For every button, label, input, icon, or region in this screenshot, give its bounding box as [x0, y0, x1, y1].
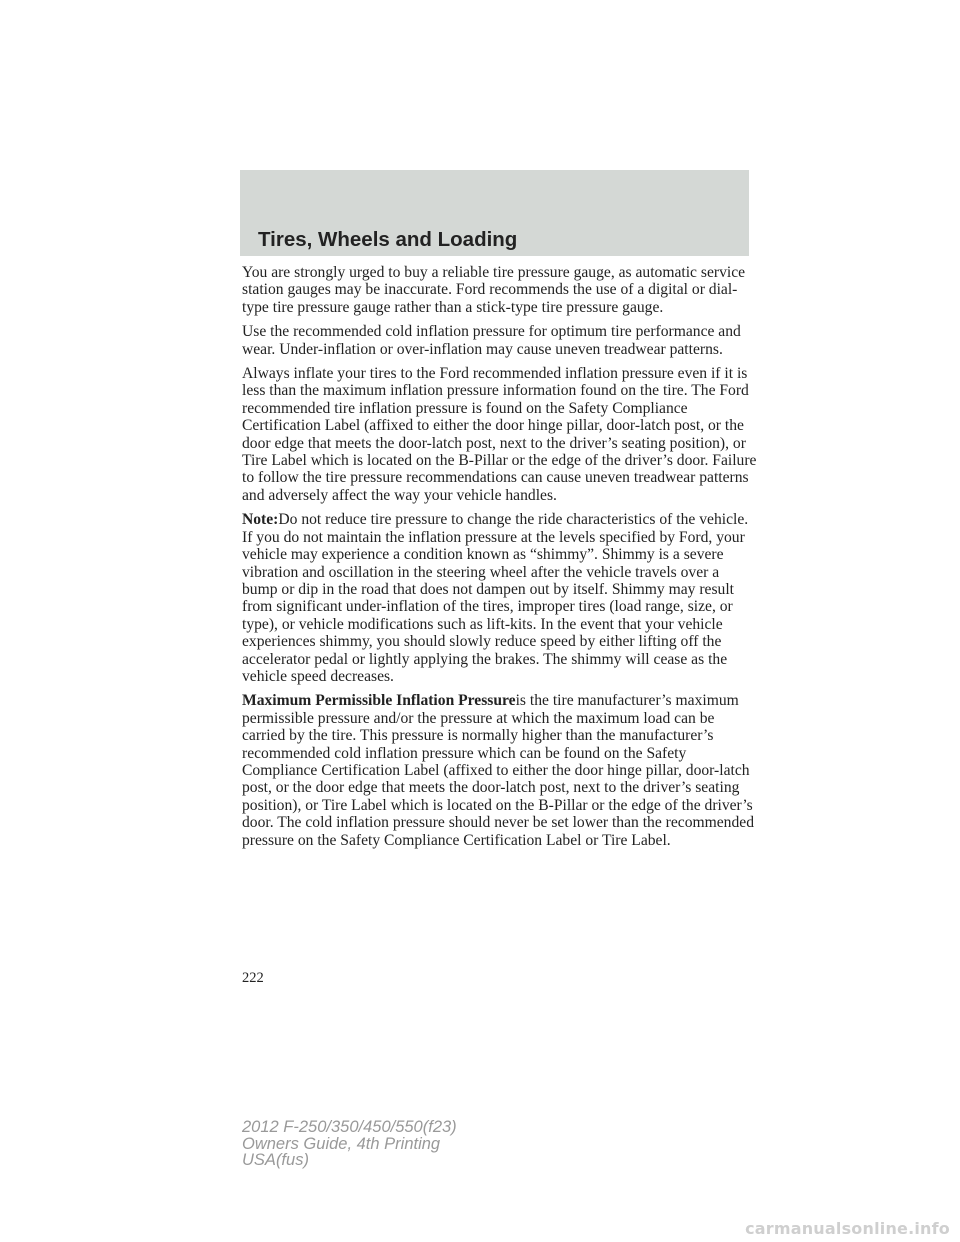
note-text: Do not reduce tire pressure to change the ride characteristics of the vehicle. If you do not maintain the inflation pressure at the levels specified by Ford, your vehicle may experience a condition known as “shimmy”. Shimmy is a severe vibration and oscillation in the steering wheel after the vehicle travels over a bump or dip in the road that does not dampen out by itself. Shimmy may result from significant under-inflation of the tires, improper tires (load range, size, or type), or vehicle modifications such as lift-kits. In the event that your vehicle experiences shimmy, you should slowly reduce speed by either lifting off the accelerator pedal or lightly applying the brakes. The shimmy will cease as the vehicle speed decreases. — [242, 511, 749, 685]
page-number: 222 — [242, 970, 264, 986]
paragraph-max-pressure — [242, 692, 757, 849]
footer-line-model — [242, 1119, 457, 1136]
max-pressure-text: is the tire manufacturer’s maximum permissible pressure and/or the pressure at which the maximum load can be carried by the tire. This pressure is normally higher than the manufacturer’s recommended cold inflation pressure which can be found on the Safety Compliance Certification Label (affixed to either the door hinge pillar, door-latch post, or the door edge that meets the door-latch post, next to the driver’s seating position), or Tire Label which is located on the B-Pillar or the edge of the driver’s door. The cold inflation pressure should never be set lower than the recommended pressure on the Safety Compliance Certification Label or Tire Label. — [242, 692, 754, 849]
section-title: Tires, Wheels and Loading — [258, 228, 518, 251]
section-header-band — [240, 170, 749, 256]
footer-model: 2012 F-250/350/450/550 — [242, 1118, 423, 1136]
paragraph-note — [242, 511, 757, 685]
body-text — [242, 264, 757, 856]
paragraph-gauge: You are strongly urged to buy a reliable tire pressure gauge, as automatic service station gauges may be inaccurate. Ford recommends the use of a digital or dial-type tire pressure gauge rather than a stick-type tire pressure gauge. — [242, 264, 746, 316]
footer-model-code: (f23) — [422, 1118, 457, 1136]
max-pressure-term: Maximum Permissible Inflation Pressure — [242, 692, 516, 710]
note-label: Note: — [242, 511, 279, 529]
footer-line-region — [242, 1152, 457, 1169]
document-footer — [242, 1119, 457, 1169]
footer-region-code: (fus) — [275, 1151, 309, 1169]
paragraph-always-inflate: Always inflate your tires to the Ford recommended inflation pressure even if it is less than the maximum inflation pressure information found on the tire. The Ford recommended tire inflation pressure is found on the Safety Compliance Certification Label (affixed to either the door hinge pillar, door-latch post, or the door edge that meets the door-latch post, next to the driver’s seating position), or Tire Label which is located on the B-Pillar or the edge of the driver’s door. Failure to follow the tire pressure recommendations can cause uneven treadwear patterns and adversely affect the way your vehicle handles. — [242, 365, 757, 504]
paragraph-cold-inflation: Use the recommended cold inflation pressure for optimum tire performance and wear. Under-inflation or over-inflation may cause uneven treadwear patterns. — [242, 323, 741, 358]
footer-line-printing: Owners Guide, 4th Printing — [242, 1134, 441, 1153]
footer-region: USA — [242, 1151, 276, 1169]
watermark: carmanualsonline.info — [745, 1219, 950, 1238]
